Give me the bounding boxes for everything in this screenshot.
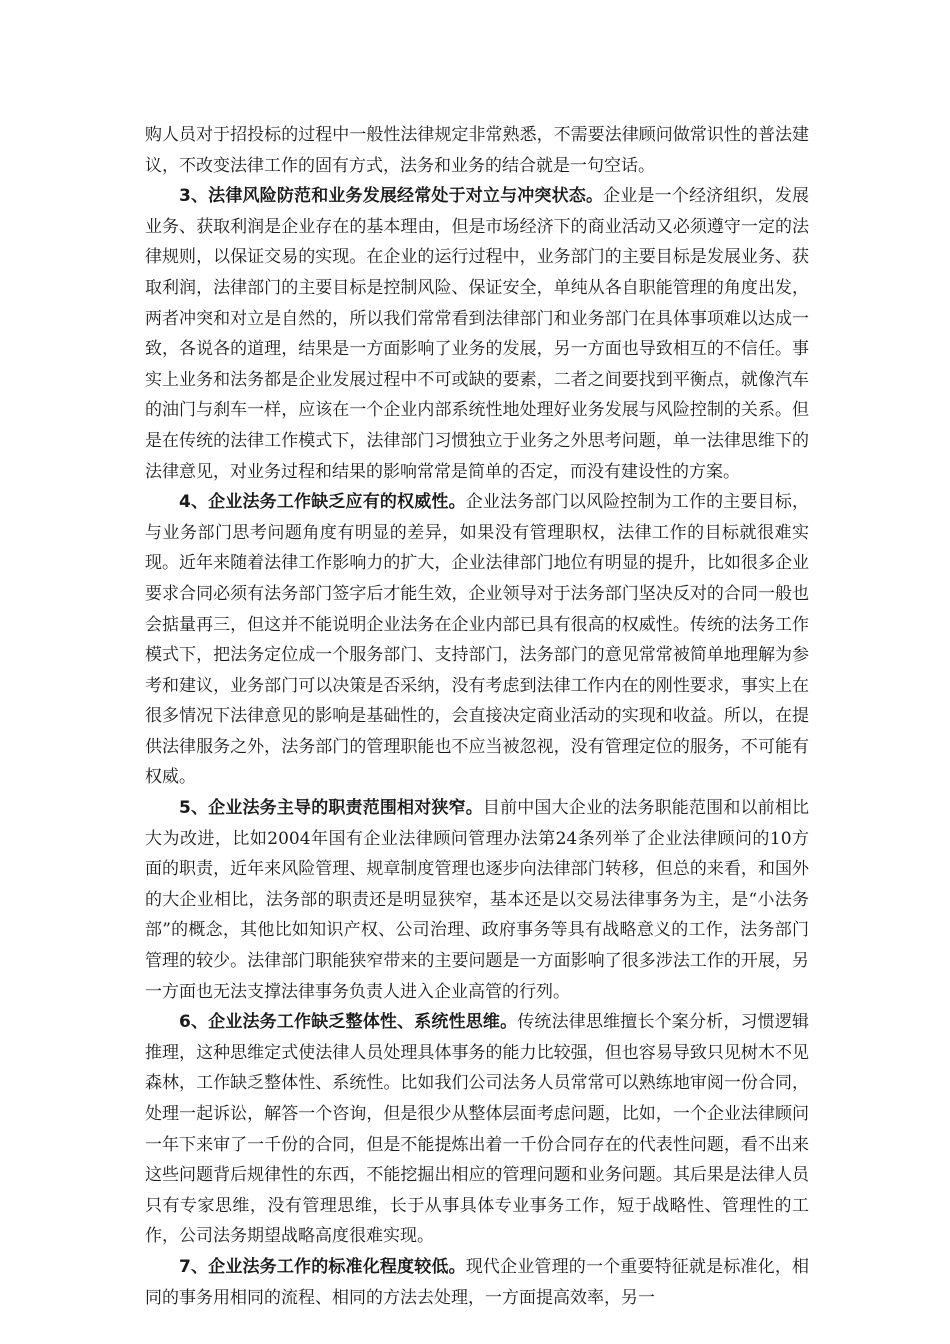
paragraph-body: 传统法律思维擅长个案分析，习惯逻辑推理，这种思维定式使法律人员处理具体事务的能力比较强，但也容易导致只见树木不见森林，工作缺乏整体性、系统性。比如我们公司法务人员常常可以熟练地审阅一份合同，处理一起诉讼，解答一个咨询，但是很少从整体层面考虑问题，比如，一个企业法律顾问一年下来审了一千份的合同，但是不能提炼出着一千份合同存在的代表性问题，看不出来这些问题背后规律性的东西，不能挖掘出相应的管理问题和业务问题。其后果是法律人员只有专家思维，没有管理思维，长于从事具体专业事务工作，短于战略性、管理性的工作，公司法务期望战略高度很难实现。 <box>145 1012 810 1247</box>
paragraph-item-3 <box>145 181 809 487</box>
paragraph-item-4 <box>145 487 809 793</box>
paragraph-body: 企业法务部门以风险控制为工作的主要目标，与业务部门思考问题角度有明显的差异，如果没有管理职权，法律工作的目标就很难实现。近年来随着法律工作影响力的扩大，企业法律部门地位有明显的提升，比如很多企业要求合同必须有法务部门签字后才能生效，企业领导对于法务部门坚决反对的合同一般也会掂量再三，但这并不能说明企业法务在企业内部已具有很高的权威性。传统的法务工作模式下，把法务定位成一个服务部门、支持部门，法务部门的意见常常被简单地理解为参考和建议，业务部门可以决策是否采纳，没有考虑到法律工作内在的刚性要求，事实上在很多情况下法律意见的影响是基础性的，会直接决定商业活动的实现和收益。所以，在提供法律服务之外，法务部门的管理职能也不应当被忽视，没有管理定位的服务，不可能有权威。 <box>145 492 810 788</box>
paragraph-heading: 6、企业法务工作缺乏整体性、系统性思维。 <box>179 1012 518 1033</box>
paragraph-heading: 7、企业法务工作的标准化程度较低。 <box>179 1256 466 1277</box>
paragraph-item-7 <box>145 1252 809 1313</box>
paragraph-body: 购人员对于招投标的过程中一般性法律规定非常熟悉，不需要法律顾问做常识性的普法建议，不改变法律工作的固有方式，法务和业务的结合就是一句空话。 <box>145 125 809 176</box>
paragraph-item-5 <box>145 793 809 1007</box>
paragraph-body: 企业是一个经济组织，发展业务、获取利润是企业存在的基本理由，但是市场经济下的商业活动又必须遵守一定的法律规则，以保证交易的实现。在企业的运行过程中，业务部门的主要目标是发展业务、获取利润，法律部门的主要目标是控制风险、保证安全，单纯从各自职能管理的角度出发，两者冲突和对立是自然的，所以我们常常看到法律部门和业务部门在具体事项难以达成一致，各说各的道理，结果是一方面影响了业务的发展，另一方面也导致相互的不信任。事实上业务和法务都是企业发展过程中不可或缺的要素，二者之间要找到平衡点，就像汽车的油门与刹车一样，应该在一个企业内部系统性地处理好业务发展与风险控制的关系。但是在传统的法律工作模式下，法律部门习惯独立于业务之外思考问题，单一法律思维下的法律意见，对业务过程和结果的影响常常是简单的否定，而没有建设性的方案。 <box>145 186 810 482</box>
paragraph-heading: 5、企业法务主导的职责范围相对狭窄。 <box>179 798 483 819</box>
paragraph-heading: 4、企业法务工作缺乏应有的权威性。 <box>179 492 466 513</box>
paragraph-body: 现代企业管理的一个重要特征就是标准化，相同的事务用相同的流程、相同的方法去处理，一方面提高效率，另一 <box>145 1256 810 1308</box>
paragraph-continuation <box>145 120 809 181</box>
paragraph-body: 目前中国大企业的法务职能范围和以前相比大为改进，比如2004年国有企业法律顾问管理办法第24条列举了企业法律顾问的10方面的职责，近年来风险管理、规章制度管理也逐步向法律部门转移，但总的来看，和国外的大企业相比，法务部的职责还是明显狭窄，基本还是以交易法律事务为主，是“小法务部”的概念，其他比如知识产权、公司治理、政府事务等具有战略意义的工作，法务部门管理的较少。法律部门职能狭窄带来的主要问题是一方面影响了很多涉法工作的开展，另一方面也无法支撑法律事务负责人进入企业高管的行列。 <box>145 798 810 1002</box>
paragraph-item-6 <box>145 1007 809 1252</box>
document-page <box>145 120 809 1313</box>
paragraph-heading: 3、法律风险防范和业务发展经常处于对立与冲突状态。 <box>179 186 604 207</box>
